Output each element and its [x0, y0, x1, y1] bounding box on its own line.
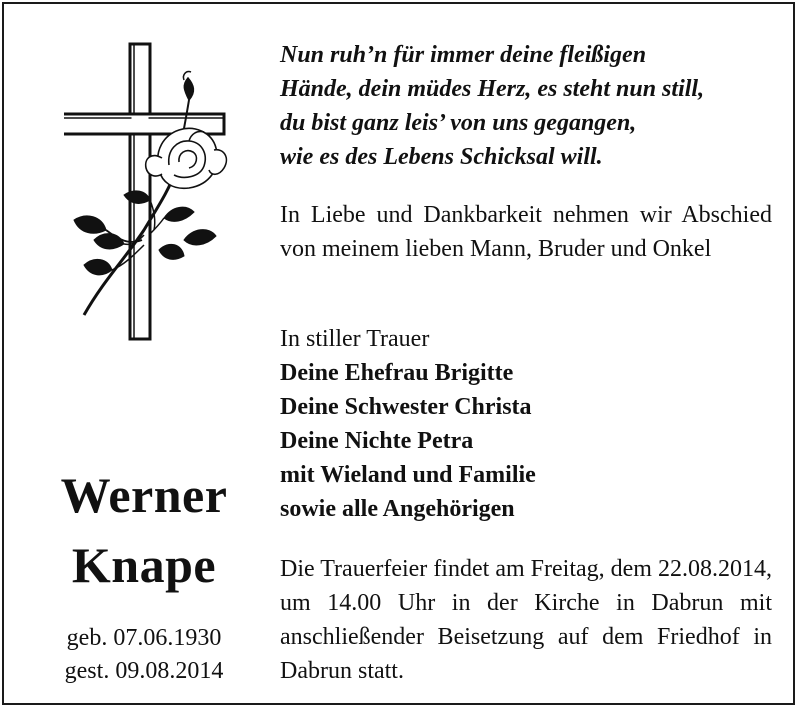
mourner-name: Deine Schwester Christa: [280, 394, 532, 420]
mourning-intro: In stiller Trauer: [280, 326, 430, 352]
verse-line: Hände, dein müdes Herz, es steht nun still,: [280, 76, 705, 102]
mourner-name: Deine Ehefrau Brigitte: [280, 360, 514, 386]
mourner-name: sowie alle Angehörigen: [280, 496, 515, 522]
life-dates: [24, 622, 264, 688]
verse-line: Nun ruh’n für immer deine fleißigen: [280, 42, 647, 68]
death-date: gest. 09.08.2014: [64, 658, 224, 684]
mourner-name: Deine Nichte Petra: [280, 428, 474, 454]
verse-line: wie es des Lebens Schicksal will.: [280, 144, 603, 170]
verse-line: du bist ganz leis’ von uns gegangen,: [280, 110, 637, 136]
mourner-name: mit Wieland und Familie: [280, 462, 536, 488]
obituary-notice: [2, 2, 795, 705]
memorial-verse: [280, 38, 772, 174]
cross-icon: [64, 44, 224, 339]
deceased-last-name: Knape: [71, 537, 217, 593]
birth-date: geb. 07.06.1930: [66, 625, 222, 651]
funeral-announcement: Die Trauerfeier findet am Freitag, dem 22.08.2014, um 14.00 Uhr in der Kirche in Dabrun mit anschließender Beisetzung auf dem Friedhof in Dabrun statt.: [280, 556, 772, 684]
cross-with-rose-emblem: [64, 40, 234, 345]
mourners-list: [280, 322, 772, 526]
farewell-text: In Liebe und Dankbarkeit nehmen wir Abschied von meinem lieben Mann, Bruder und Onkel: [280, 202, 772, 262]
deceased-first-name: Werner: [60, 467, 228, 523]
